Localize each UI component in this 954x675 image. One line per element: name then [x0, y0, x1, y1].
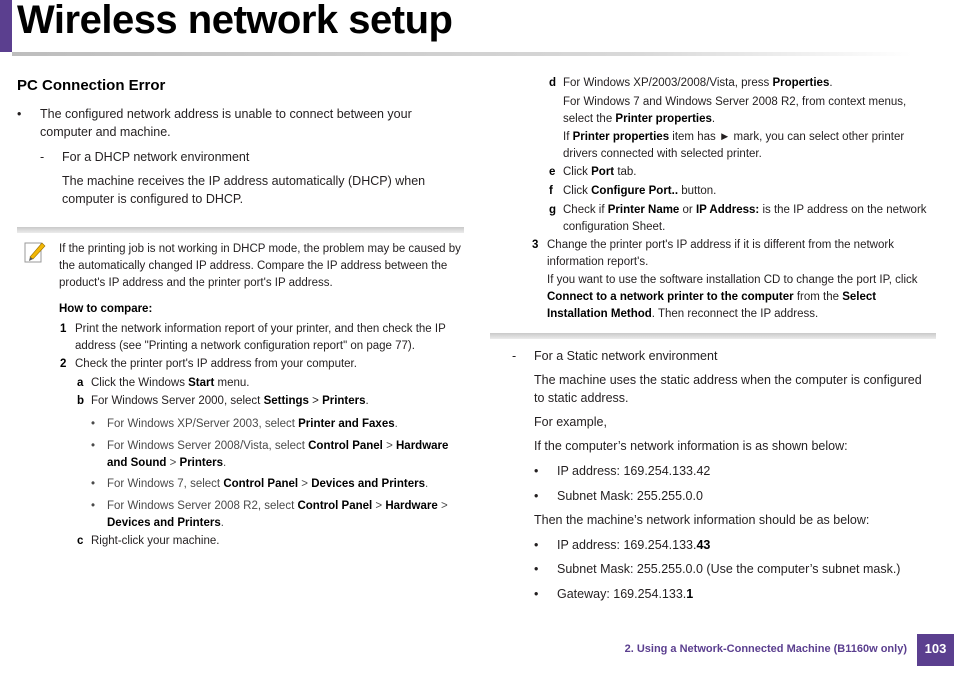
substep-c: Right-click your machine.	[91, 535, 220, 547]
for-example: For example,	[534, 415, 607, 429]
step-number: 3	[532, 239, 539, 251]
substep-letter: c	[77, 535, 84, 547]
sub-bullet: •	[91, 500, 96, 512]
title-divider	[12, 52, 912, 56]
substep-b: For Windows Server 2000, select Settings > Printers.	[91, 395, 369, 407]
substep-f: Click Configure Port.. button.	[563, 185, 717, 197]
substep-d-note: If Printer properties item has ► mark, you can select other printer drivers connected with selected printer.	[563, 131, 905, 160]
note-top-bar	[17, 227, 464, 233]
dash-marker: -	[40, 150, 45, 164]
page-number: 103	[917, 634, 954, 666]
sub-bullet-text: For Windows XP/Server 2003, select Printer and Faxes.	[107, 418, 398, 430]
step-3-para: If you want to use the software installation CD to change the port IP, click Connect to a network printer to the computer from the Select Installation Method. Then reconnect the IP address.	[547, 274, 918, 320]
step-number: 2	[60, 358, 67, 370]
step-1-text: Print the network information report of your printer, and then check the IP address (see "Printing a network configuration report" on page 77).	[75, 323, 446, 352]
title-accent-bar	[0, 0, 12, 52]
substep-g: Check if Printer Name or IP Address: is the IP address on the network configuration Sheet.	[563, 204, 927, 233]
substep-a: Click the Windows Start menu.	[91, 377, 250, 389]
bullet-marker: •	[534, 587, 539, 601]
substep-d-para: For Windows 7 and Windows Server 2008 R2, from context menus, select the Printer properties.	[563, 96, 907, 125]
section-heading: PC Connection Error	[17, 77, 166, 94]
dhcp-label: For a DHCP network environment	[62, 150, 250, 164]
bullet-marker: •	[534, 562, 539, 576]
note-text: If the printing job is not working in DHCP mode, the problem may be caused by the automatically changed IP address. Compare the IP address between the product's IP address and the printer port's IP address.	[59, 243, 461, 289]
step-3-text: Change the printer port's IP address if it is different from the network information report's.	[547, 239, 894, 268]
static-description: The machine uses the static address when the computer is configured to static address.	[534, 373, 922, 405]
sub-bullet: •	[91, 418, 96, 430]
substep-letter: g	[549, 204, 557, 216]
substep-d: For Windows XP/2003/2008/Vista, press Properties.	[563, 77, 833, 89]
substep-letter: d	[549, 77, 557, 89]
how-to-heading: How to compare:	[59, 303, 153, 315]
note-pencil-icon	[24, 240, 46, 264]
sub-bullet-text: For Windows Server 2008 R2, select Control Panel > Hardware > Devices and Printers.	[107, 500, 448, 529]
sub-bullet-text: For Windows Server 2008/Vista, select Control Panel > Hardware and Sound > Printers.	[107, 440, 449, 469]
dhcp-description: The machine receives the IP address automatically (DHCP) when computer is configured to DHCP.	[62, 174, 426, 206]
bullet-marker: •	[534, 464, 539, 478]
step-2-text: Check the printer port's IP address from your computer.	[75, 358, 357, 370]
sub-bullet-text: For Windows 7, select Control Panel > Devices and Printers.	[107, 478, 429, 490]
footer-chapter: 2. Using a Network-Connected Machine (B1160w only)	[624, 643, 907, 655]
bullet-marker: •	[17, 107, 22, 121]
substep-letter: e	[549, 166, 556, 178]
note-bottom-bar	[490, 333, 936, 339]
substep-e: Click Port tab.	[563, 166, 637, 178]
ip-address-computer: IP address: 169.254.133.42	[557, 464, 711, 478]
subnet-mask-computer: Subnet Mask: 255.255.0.0	[557, 489, 703, 503]
computer-info-intro: If the computer’s network information is as shown below:	[534, 439, 848, 453]
bullet-marker: •	[534, 538, 539, 552]
sub-bullet: •	[91, 440, 96, 452]
substep-letter: a	[77, 377, 84, 389]
static-label: For a Static network environment	[534, 349, 718, 363]
step-number: 1	[60, 323, 67, 335]
bullet-marker: •	[534, 489, 539, 503]
gateway-machine: Gateway: 169.254.133.1	[557, 587, 694, 601]
page-title: Wireless network setup	[17, 0, 453, 42]
subnet-mask-machine: Subnet Mask: 255.255.0.0 (Use the computer’s subnet mask.)	[557, 562, 901, 576]
substep-letter: b	[77, 395, 85, 407]
machine-info-intro: Then the machine’s network information should be as below:	[534, 513, 870, 527]
bullet-text: The configured network address is unable to connect between your computer and machine.	[40, 107, 412, 139]
dash-marker: -	[512, 349, 517, 363]
ip-address-machine: IP address: 169.254.133.43	[557, 538, 711, 552]
substep-letter: f	[549, 185, 553, 197]
sub-bullet: •	[91, 478, 96, 490]
